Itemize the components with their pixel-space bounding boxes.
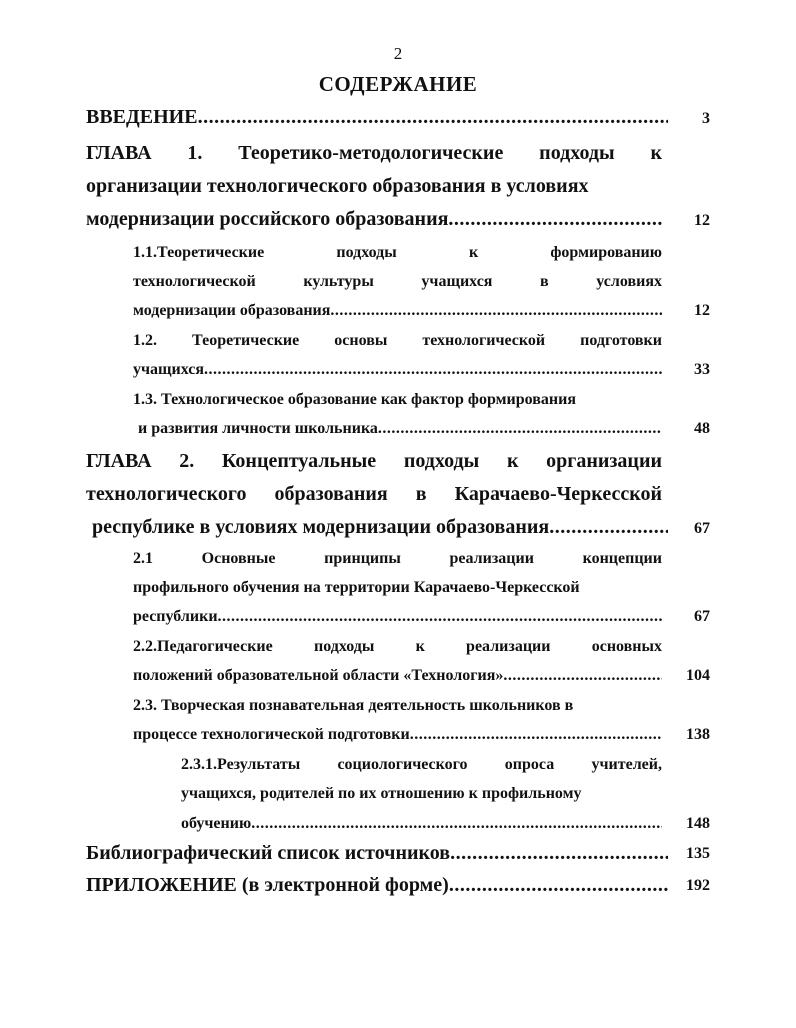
toc-chapter1-line1: ГЛАВА 1. Теоретико-методологические подходы к: [86, 142, 662, 164]
toc-page-2-3-1: 148: [686, 815, 710, 832]
toc-section-2-3-1-line3: обучению .....: [181, 815, 662, 833]
toc-page-bibliography: 135: [686, 845, 710, 862]
toc-section-2-1-line2: профильного обучения на территории Карачаево-Черкесской: [133, 579, 580, 596]
toc-section-2-3-line1: 2.3. Творческая познавательная деятельность школьников в: [133, 697, 574, 714]
toc-chapter1-line2: организации технологического образования в условиях: [86, 175, 589, 197]
toc-section-2-2-line2: положений образовательной области «Технология» .....: [133, 667, 662, 685]
toc-section-2-2-line1: 2.2.Педагогические подходы к реализации основных: [133, 638, 662, 655]
toc-section-1-2-line1: 1.2. Теоретические основы технологической подготовки: [133, 332, 662, 349]
toc-section-2-1-line3: республики .....: [133, 608, 662, 626]
toc-chapter2-line3: республике в условиях модернизации образования .....: [92, 516, 668, 539]
toc-section-1-3-line2: и развития личности школьника .....: [138, 420, 662, 438]
toc-chapter2-line2: технологического образования в Карачаево-Черкесской: [86, 483, 662, 505]
toc-section-1-2-line2: учащихся .....: [133, 361, 662, 379]
toc-page-1-3: 48: [694, 420, 710, 437]
toc-page-1-2: 33: [694, 361, 710, 378]
toc-section-1-1-line2: технологической культуры учащихся в условиях: [133, 273, 662, 290]
toc-page-2-1: 67: [694, 608, 710, 625]
toc-page-2-2: 104: [686, 667, 710, 684]
toc-page-chapter1: 12: [694, 212, 710, 229]
toc-section-2-1-line1: 2.1 Основные принципы реализации концепции: [133, 550, 662, 567]
page-title: СОДЕРЖАНИЕ: [318, 72, 478, 96]
toc-section-1-3-line1: 1.3. Технологическое образование как фактор формирования: [133, 391, 576, 408]
toc-page-2-3: 138: [686, 726, 710, 743]
toc-page-chapter2: 67: [694, 520, 710, 537]
toc-section-2-3-1-line1: 2.3.1.Результаты социологического опроса учителей,: [181, 756, 662, 773]
toc-chapter1-line3: модернизации российского образования .....: [86, 208, 662, 231]
toc-page-appendix: 192: [686, 877, 710, 894]
toc-entry-appendix: ПРИЛОЖЕНИЕ (в электронной форме) .....: [86, 874, 668, 897]
toc-section-2-3-1-line2: учащихся, родителей по их отношению к профильному: [181, 785, 582, 802]
toc-section-2-3-line2: процессе технологической подготовки .....: [133, 726, 662, 744]
toc-entry-intro: ВВЕДЕНИЕ .....: [86, 106, 668, 129]
toc-section-1-1-line3: модернизации образования .....: [133, 302, 662, 320]
toc-entry-bibliography: Библиографический список источников .....: [86, 842, 668, 865]
page-number: 2: [393, 44, 403, 63]
toc-section-1-1-line1: 1.1.Теоретические подходы к формированию: [133, 244, 662, 261]
toc-page-1-1: 12: [694, 302, 710, 319]
toc-page-intro: 3: [702, 110, 710, 127]
toc-chapter2-line1: ГЛАВА 2. Концептуальные подходы к организации: [86, 450, 662, 472]
